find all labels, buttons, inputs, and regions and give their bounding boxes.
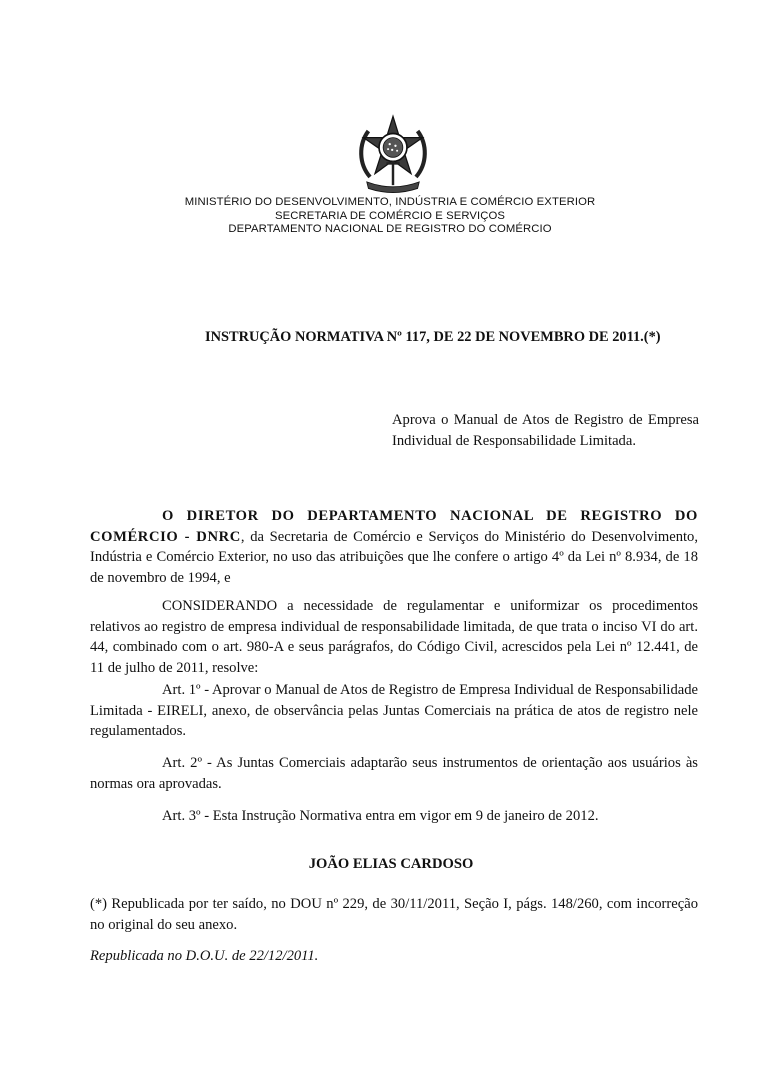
article-2: Art. 2º - As Juntas Comerciais adaptarão seus instrumentos de orientação aos usuários às normas ora aprovadas. — [90, 755, 698, 792]
republished-line: Republicada no D.O.U. de 22/12/2011. — [90, 948, 319, 964]
article-1: Art. 1º - Aprovar o Manual de Atos de Registro de Empresa Individual de Responsabilidade Limitada - EIRELI, anexo, de observância pelas Juntas Comerciais na prática de atos de registro nele regulamentados. — [90, 682, 698, 739]
considerando-paragraph: CONSIDERANDO a necessidade de regulamentar e uniformizar os procedimentos relativos ao registro de empresa individual de responsabilidade limitada, de que trata o inciso VI do art. 44, combinado com o art. 980-A e seus parágrafos, do Código Civil, acrescidos pela Lei nº 12.441, de 11 de julho de 2011, resolve: — [90, 598, 698, 676]
ementa: Aprova o Manual de Atos de Registro de Empresa Individual de Responsabilidade Limitada. — [392, 412, 699, 449]
header-ministry: MINISTÉRIO DO DESENVOLVIMENTO, INDÚSTRIA E COMÉRCIO EXTERIOR — [184, 196, 596, 208]
signer-name — [0, 856, 768, 873]
preamble-rest: , da Secretaria de Comércio e Serviços do Ministério do Desenvolvimento, Indústria e Comércio Exterior, no uso das atribuições que lhe confere o artigo 4º da Lei nº 8.934, de 18 de novembro de 1994, e — [90, 528, 698, 586]
article-3: Art. 3º - Esta Instrução Normativa entra em vigor em 9 de janeiro de 2012. — [162, 808, 599, 824]
preamble-director: O DIRETOR DO DEPARTAMENTO NACIONAL DE REGISTRO DO COMÉRCIO - DNRC — [90, 508, 698, 545]
ministry-header — [60, 196, 720, 237]
header-department: DEPARTAMENTO NACIONAL DE REGISTRO DO COMÉRCIO — [228, 223, 552, 235]
republication-note: (*) Republicada por ter saído, no DOU nº 229, de 30/11/2011, Seção I, págs. 148/260, com incorreção no original do seu anexo. — [90, 896, 698, 933]
coat-of-arms-emblem — [352, 113, 434, 195]
preamble-paragraph — [90, 506, 698, 588]
document-title: INSTRUÇÃO NORMATIVA Nº 117, DE 22 DE NOVEMBRO DE 2011.(*) — [205, 329, 661, 345]
signer-name-text: JOÃO ELIAS CARDOSO — [308, 856, 474, 872]
header-secretariat: SECRETARIA DE COMÉRCIO E SERVIÇOS — [274, 209, 506, 222]
